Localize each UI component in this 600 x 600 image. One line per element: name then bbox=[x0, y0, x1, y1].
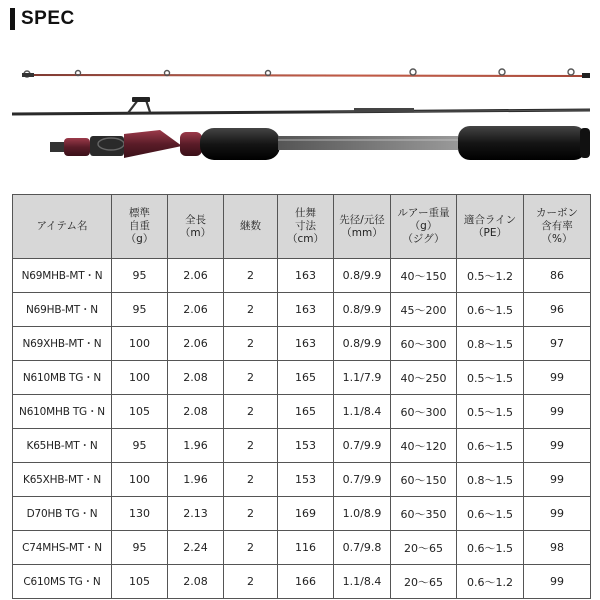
cell-length: 2.06 bbox=[168, 327, 224, 361]
cell-closed-length: 116 bbox=[278, 531, 334, 565]
cell-carbon: 99 bbox=[524, 395, 591, 429]
cell-diameter: 0.7/9.9 bbox=[334, 463, 391, 497]
header-standard-weight: 標準 自重 （g） bbox=[112, 195, 168, 259]
cell-closed-length: 153 bbox=[278, 429, 334, 463]
header-tip-butt-diameter: 先径/元径 （mm） bbox=[334, 195, 391, 259]
cell-length: 2.08 bbox=[168, 565, 224, 599]
cell-item-name: K65HB-MT・N bbox=[13, 429, 112, 463]
cell-diameter: 0.7/9.8 bbox=[334, 531, 391, 565]
cell-line: 0.6～1.5 bbox=[457, 497, 524, 531]
cell-item-name: N610MB TG・N bbox=[13, 361, 112, 395]
table-row bbox=[13, 361, 591, 395]
cell-diameter: 1.1/8.4 bbox=[334, 395, 391, 429]
cell-sections: 2 bbox=[224, 293, 278, 327]
cell-lure-weight: 20～65 bbox=[391, 531, 457, 565]
cell-weight: 95 bbox=[112, 259, 168, 293]
cell-length: 2.08 bbox=[168, 395, 224, 429]
cell-item-name: N69HB-MT・N bbox=[13, 293, 112, 327]
cell-carbon: 99 bbox=[524, 361, 591, 395]
cell-line: 0.6～1.2 bbox=[457, 565, 524, 599]
cell-carbon: 99 bbox=[524, 565, 591, 599]
rod-image bbox=[0, 56, 600, 176]
cell-lure-weight: 60～150 bbox=[391, 463, 457, 497]
table-row bbox=[13, 429, 591, 463]
cell-item-name: K65XHB-MT・N bbox=[13, 463, 112, 497]
table-row bbox=[13, 565, 591, 599]
header-sections: 継数 bbox=[224, 195, 278, 259]
cell-carbon: 86 bbox=[524, 259, 591, 293]
cell-lure-weight: 60～300 bbox=[391, 395, 457, 429]
cell-weight: 130 bbox=[112, 497, 168, 531]
cell-lure-weight: 45～200 bbox=[391, 293, 457, 327]
cell-sections: 2 bbox=[224, 259, 278, 293]
cell-lure-weight: 40～250 bbox=[391, 361, 457, 395]
cell-closed-length: 165 bbox=[278, 361, 334, 395]
cell-lure-weight: 20～65 bbox=[391, 565, 457, 599]
cell-diameter: 0.8/9.9 bbox=[334, 259, 391, 293]
table-header-row bbox=[13, 195, 591, 259]
cell-closed-length: 166 bbox=[278, 565, 334, 599]
table-row bbox=[13, 327, 591, 361]
cell-diameter: 0.8/9.9 bbox=[334, 327, 391, 361]
table-row bbox=[13, 293, 591, 327]
cell-diameter: 1.1/7.9 bbox=[334, 361, 391, 395]
cell-sections: 2 bbox=[224, 497, 278, 531]
header-closed-length: 仕舞 寸法 （cm） bbox=[278, 195, 334, 259]
cell-length: 2.13 bbox=[168, 497, 224, 531]
cell-lure-weight: 60～350 bbox=[391, 497, 457, 531]
cell-weight: 100 bbox=[112, 463, 168, 497]
cell-sections: 2 bbox=[224, 565, 278, 599]
cell-weight: 95 bbox=[112, 531, 168, 565]
cell-closed-length: 169 bbox=[278, 497, 334, 531]
cell-length: 2.24 bbox=[168, 531, 224, 565]
cell-carbon: 96 bbox=[524, 293, 591, 327]
cell-length: 2.08 bbox=[168, 361, 224, 395]
cell-item-name: C610MS TG・N bbox=[13, 565, 112, 599]
cell-weight: 100 bbox=[112, 361, 168, 395]
cell-sections: 2 bbox=[224, 361, 278, 395]
spec-header bbox=[10, 7, 75, 31]
page-title: SPEC bbox=[21, 8, 75, 29]
cell-closed-length: 163 bbox=[278, 259, 334, 293]
cell-diameter: 1.0/8.9 bbox=[334, 497, 391, 531]
cell-carbon: 98 bbox=[524, 531, 591, 565]
cell-item-name: D70HB TG・N bbox=[13, 497, 112, 531]
cell-item-name: N69XHB-MT・N bbox=[13, 327, 112, 361]
cell-line: 0.8～1.5 bbox=[457, 327, 524, 361]
rod-tip-section bbox=[22, 69, 590, 78]
table-row bbox=[13, 463, 591, 497]
cell-length: 2.06 bbox=[168, 293, 224, 327]
header-item-name: アイテム名 bbox=[13, 195, 112, 259]
spec-table bbox=[12, 194, 591, 599]
cell-closed-length: 165 bbox=[278, 395, 334, 429]
header-total-length: 全長 （m） bbox=[168, 195, 224, 259]
cell-closed-length: 163 bbox=[278, 327, 334, 361]
cell-line: 0.6～1.5 bbox=[457, 429, 524, 463]
cell-line: 0.8～1.5 bbox=[457, 463, 524, 497]
rod-butt-section bbox=[12, 97, 590, 114]
cell-weight: 100 bbox=[112, 327, 168, 361]
cell-weight: 95 bbox=[112, 429, 168, 463]
cell-line: 0.5～1.5 bbox=[457, 361, 524, 395]
cell-carbon: 99 bbox=[524, 463, 591, 497]
cell-sections: 2 bbox=[224, 395, 278, 429]
cell-item-name: N610MHB TG・N bbox=[13, 395, 112, 429]
cell-sections: 2 bbox=[224, 463, 278, 497]
cell-diameter: 0.7/9.9 bbox=[334, 429, 391, 463]
cell-closed-length: 153 bbox=[278, 463, 334, 497]
cell-weight: 95 bbox=[112, 293, 168, 327]
cell-carbon: 97 bbox=[524, 327, 591, 361]
header-carbon-content: カーボン 含有率 （%） bbox=[524, 195, 591, 259]
cell-sections: 2 bbox=[224, 327, 278, 361]
cell-carbon: 99 bbox=[524, 497, 591, 531]
rod-handle bbox=[50, 126, 590, 160]
table-row bbox=[13, 497, 591, 531]
cell-lure-weight: 40～150 bbox=[391, 259, 457, 293]
cell-lure-weight: 60～300 bbox=[391, 327, 457, 361]
cell-closed-length: 163 bbox=[278, 293, 334, 327]
table-row bbox=[13, 531, 591, 565]
cell-line: 0.6～1.5 bbox=[457, 293, 524, 327]
cell-line: 0.5～1.2 bbox=[457, 259, 524, 293]
cell-sections: 2 bbox=[224, 531, 278, 565]
table-row bbox=[13, 395, 591, 429]
cell-diameter: 0.8/9.9 bbox=[334, 293, 391, 327]
cell-length: 1.96 bbox=[168, 463, 224, 497]
cell-length: 1.96 bbox=[168, 429, 224, 463]
header-accent-bar bbox=[10, 8, 15, 30]
cell-item-name: C74MHS-MT・N bbox=[13, 531, 112, 565]
cell-item-name: N69MHB-MT・N bbox=[13, 259, 112, 293]
cell-lure-weight: 40～120 bbox=[391, 429, 457, 463]
cell-carbon: 99 bbox=[524, 429, 591, 463]
cell-diameter: 1.1/8.4 bbox=[334, 565, 391, 599]
cell-weight: 105 bbox=[112, 565, 168, 599]
cell-line: 0.5～1.5 bbox=[457, 395, 524, 429]
cell-sections: 2 bbox=[224, 429, 278, 463]
header-lure-weight: ルアー重量 （g） （ジグ） bbox=[391, 195, 457, 259]
cell-line: 0.6～1.5 bbox=[457, 531, 524, 565]
cell-length: 2.06 bbox=[168, 259, 224, 293]
cell-weight: 105 bbox=[112, 395, 168, 429]
table-row bbox=[13, 259, 591, 293]
header-line-rating: 適合ライン （PE） bbox=[457, 195, 524, 259]
